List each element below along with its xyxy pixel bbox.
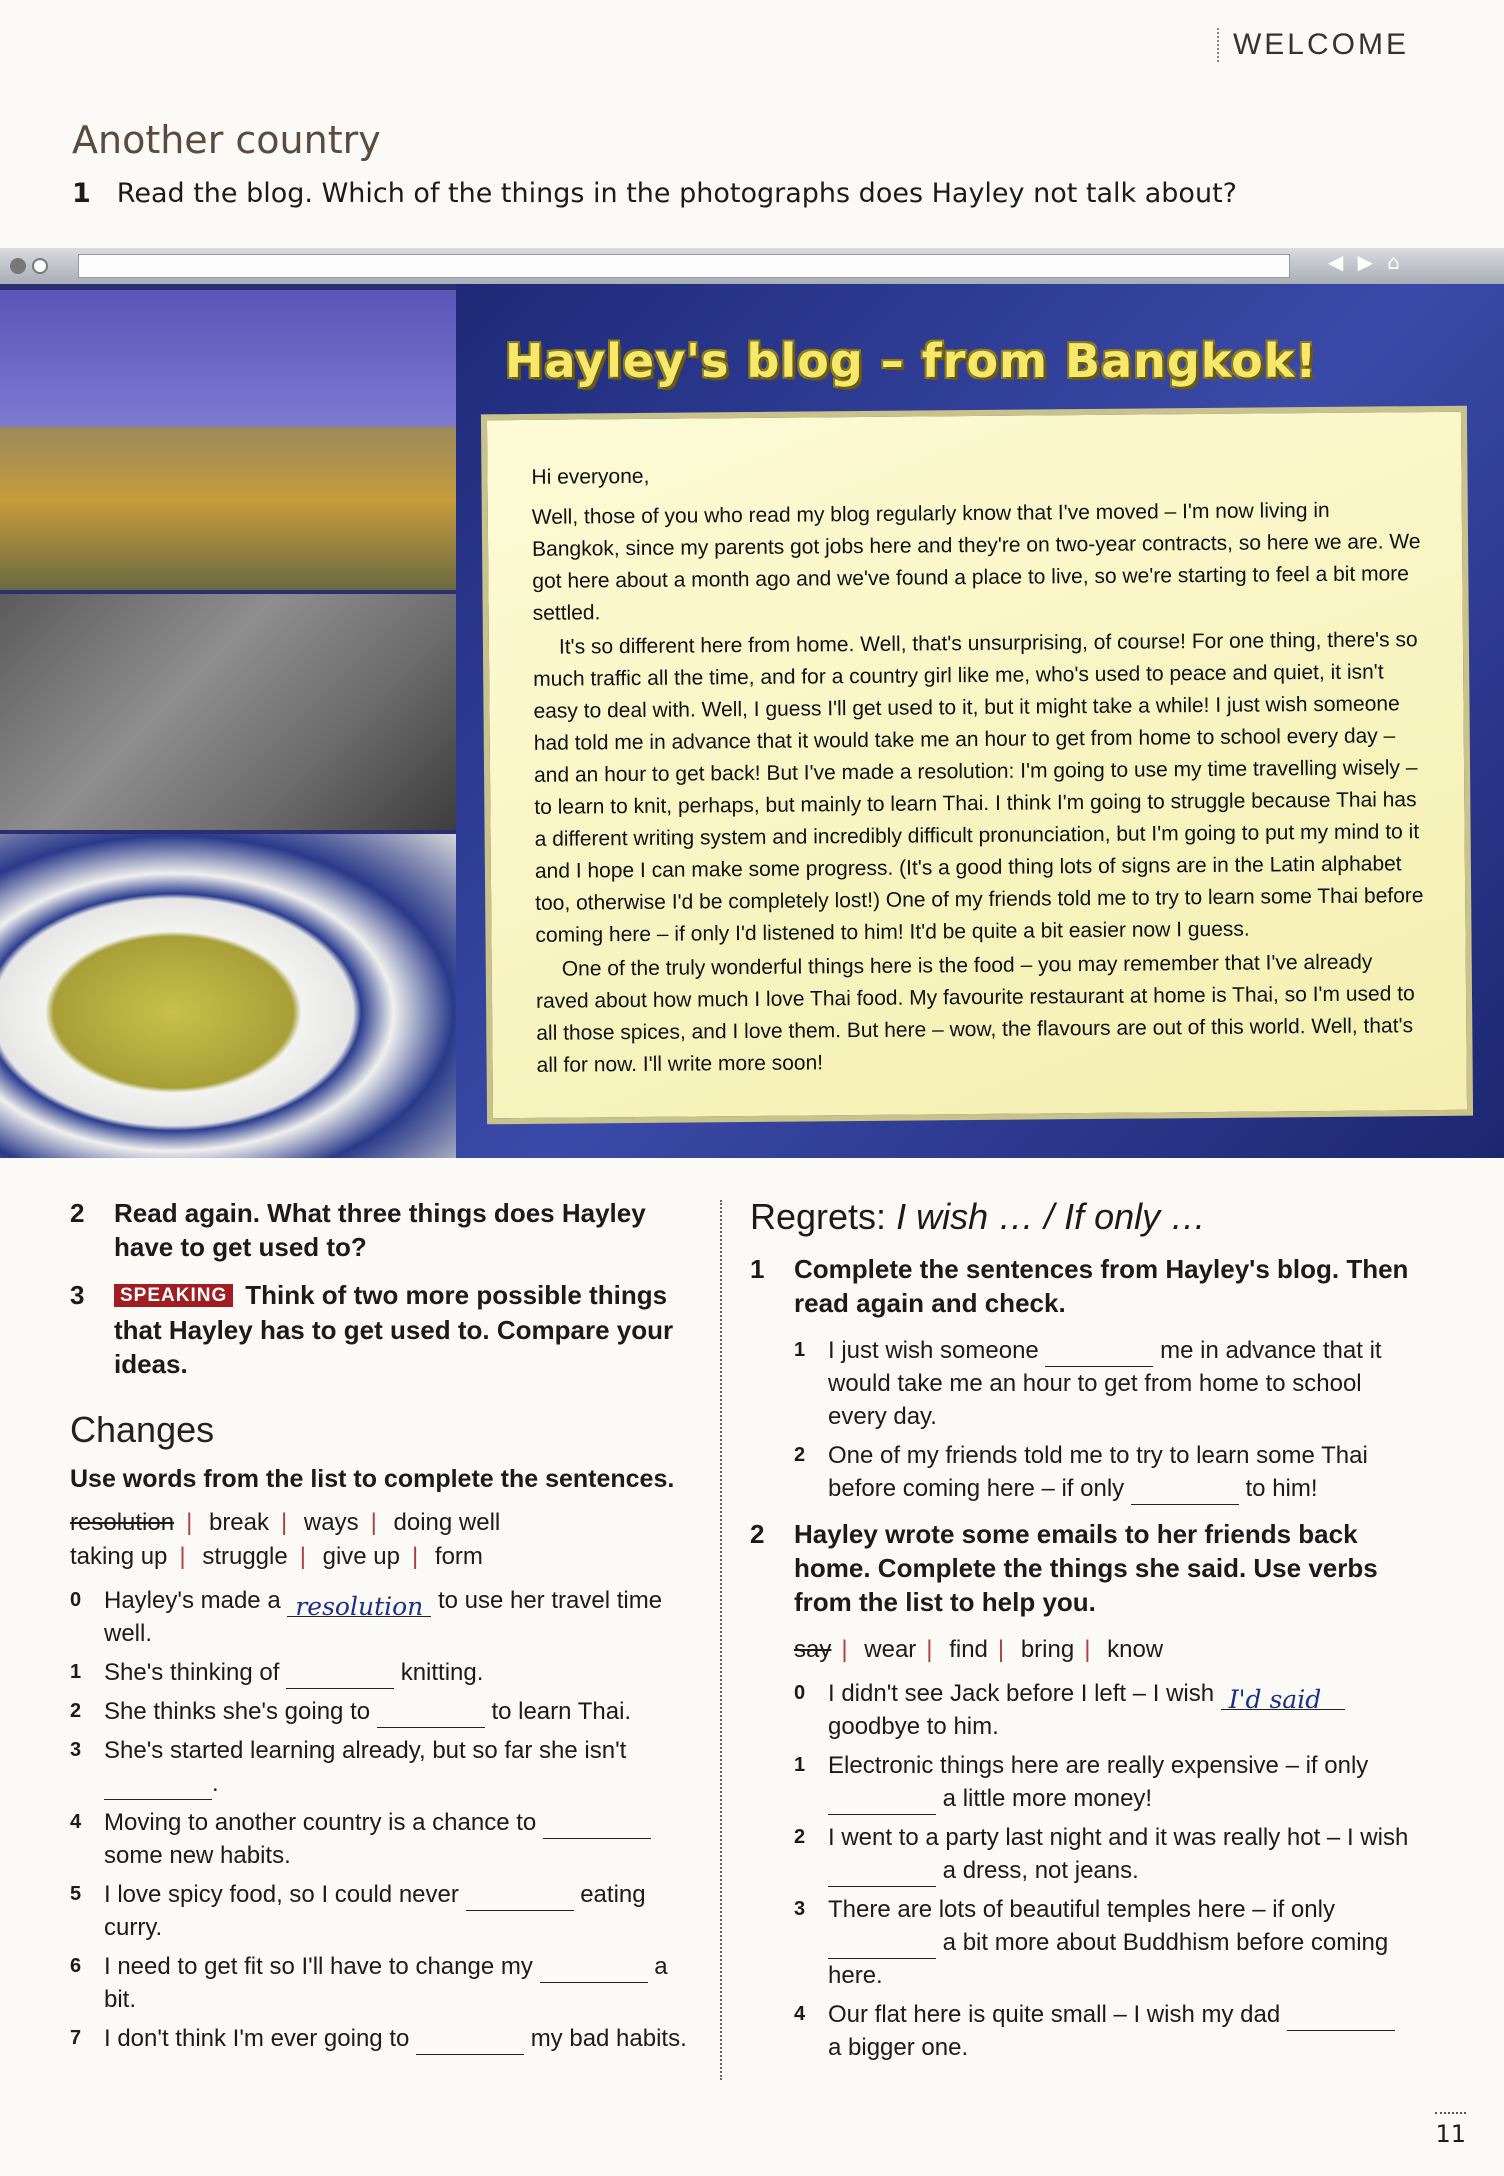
regrets-title-plain: Regrets: [750, 1196, 887, 1237]
item-text: I need to get fit so I'll have to change my [104, 1953, 533, 1980]
answer-blank[interactable] [1287, 2004, 1395, 2031]
exercise-item [70, 1656, 700, 1689]
blog-paragraph: One of the truly wonderful things here is the food – you may remember that I've already raved about how much I love Thai food. My favourite restaurant at home is Thai, so I'm used to all those spices, and I love them. But here – wow, the flavours are out of this world. Well, that's all for now. I'll write more soon! [535, 950, 1415, 1077]
question-text: Read again. What three things does Hayley have to get used to? [114, 1198, 646, 1262]
answer-blank[interactable] [104, 1773, 212, 1800]
question-number: 1 [72, 178, 91, 209]
regrets-title-italic: I wish … / If only … [896, 1196, 1207, 1237]
item-text: Moving to another country is a chance to [104, 1809, 537, 1836]
item-number: 2 [794, 1444, 806, 1466]
item-number: 3 [794, 1898, 806, 1920]
word-item: ways [303, 1509, 359, 1536]
regrets-q2-items [794, 1633, 1410, 2064]
item-text: to use her travel time well. [104, 1587, 663, 1647]
question-number: 1 [750, 1254, 765, 1284]
item-text: There are lots of beautiful temples here – if only [828, 1896, 1335, 1923]
traffic-photo [0, 594, 456, 830]
question-text: Complete the sentences from Hayley's blog. Then read again and check. [794, 1254, 1409, 1318]
exercise-item [794, 1677, 1410, 1743]
exercise-item [70, 2022, 700, 2055]
word-item: doing well [393, 1509, 501, 1536]
item-text: She's started learning already, but so far she isn't [104, 1737, 627, 1764]
item-number: 4 [794, 2003, 806, 2025]
answer-blank[interactable] [466, 1884, 574, 1911]
word-item: resolution [70, 1509, 175, 1536]
item-text: Electronic things here are really expensive – if only [828, 1752, 1369, 1779]
regrets-title [750, 1196, 1410, 1238]
item-number: 1 [794, 1754, 806, 1776]
speaking-badge: SPEAKING [114, 1284, 233, 1307]
right-column [750, 1196, 1410, 2076]
word-item: give up [322, 1543, 400, 1570]
item-text: a bit more about Buddhism before coming here. [828, 1929, 1389, 1989]
question-number: 3 [70, 1280, 85, 1310]
answer-blank[interactable]: resolution [287, 1590, 431, 1617]
close-icon[interactable] [32, 258, 48, 274]
page-number: 11 [1435, 2112, 1466, 2148]
item-number: 5 [70, 1883, 82, 1905]
exercise-item [794, 1439, 1410, 1505]
changes-title: Changes [70, 1409, 215, 1450]
word-item: form [434, 1543, 483, 1570]
question-1 [72, 178, 1237, 209]
exercise-item [70, 1950, 700, 2016]
verb-item: find [949, 1636, 988, 1663]
exercise-item [794, 1998, 1410, 2064]
exercise-item [794, 1821, 1410, 1887]
exercise-item [794, 1749, 1410, 1815]
verb-item: bring [1020, 1636, 1075, 1663]
food-photo [0, 834, 456, 1158]
section-title: Another country [72, 118, 381, 162]
blog-paragraph: It's so different here from home. Well, that's unsurprising, of course! For one thing, there's so much traffic all the time, and for a country girl like me, who's used to peace and quiet, it isn't easy to deal with. Well, I guess I'll get used to it, but it might take a while! I just wish someone had told me in advance that it would take me an hour to get from home to school every day – and an hour to get back! But I've made a resolution: I'm going to use my time travelling wisely – to learn to knit, perhaps, but mainly to learn Thai. I think I'm going to struggle because Thai has a different writing system and incredibly difficult pronunciation, but I'm going to put my mind to it and I hope I can make some progress. (It's a good thing lots of signs are in the Latin alphabet too, otherwise I'd be completely lost!) One of my friends told me to try to learn some Thai before coming here – if only I'd listened to him! It'd be quite a bit easier now I guess. [533, 628, 1424, 947]
exercise-item [70, 1806, 700, 1872]
answer-blank[interactable] [416, 2028, 524, 2055]
answer-blank[interactable]: I'd said [1221, 1683, 1345, 1710]
question-3 [70, 1278, 700, 1381]
item-number: 6 [70, 1955, 82, 1977]
item-text: She's thinking of [104, 1659, 280, 1686]
verb-item: say [794, 1636, 832, 1663]
temple-photo [0, 290, 456, 590]
item-text: goodbye to him. [828, 1713, 999, 1740]
item-text: some new habits. [104, 1842, 291, 1869]
word-item: taking up [70, 1543, 168, 1570]
regrets-question-1 [750, 1252, 1410, 1320]
item-number: 0 [794, 1682, 806, 1704]
left-column [70, 1196, 700, 2061]
item-text: a bit. [104, 1953, 668, 2013]
browser-button-icon[interactable] [10, 258, 26, 274]
changes-instruction: Use words from the list to complete the sentences. [70, 1465, 675, 1493]
exercise-item [794, 1893, 1410, 1992]
item-text: . [212, 1770, 219, 1797]
item-text: Hayley's made a [104, 1587, 281, 1614]
item-text: I went to a party last night and it was really hot – I wish [828, 1824, 1409, 1851]
answer-blank[interactable] [828, 1788, 936, 1815]
verb-list: say | wear | find | bring | know [794, 1636, 1164, 1663]
item-text: I love spicy food, so I could never [104, 1881, 459, 1908]
item-text: Our flat here is quite small – I wish my dad [828, 2001, 1281, 2028]
answer-blank[interactable] [540, 1956, 648, 1983]
browser-nav-icons[interactable]: ◀ ▶ ⌂ [1327, 250, 1404, 274]
exercise-item [70, 1734, 700, 1800]
exercise-item [794, 1334, 1410, 1433]
item-text: She thinks she's going to [104, 1698, 371, 1725]
blog-paragraph: Well, those of you who read my blog regularly know that I've moved – I'm now living in Bangkok, since my parents got jobs here and they're on two-year contracts, so here we are. We got here about a month ago and we've found a place to live, so we're starting to feel a bit more settled. [531, 498, 1421, 625]
verb-item: wear [864, 1636, 917, 1663]
item-number: 2 [794, 1826, 806, 1848]
item-text: I just wish someone [828, 1337, 1039, 1364]
question-text: Read the blog. Which of the things in the photographs does Hayley not talk about? [116, 178, 1237, 209]
item-text: a dress, not jeans. [942, 1857, 1139, 1884]
question-number: 2 [750, 1519, 765, 1549]
section-header: WELCOME [1217, 28, 1409, 62]
item-number: 0 [70, 1589, 82, 1611]
item-number: 1 [70, 1661, 82, 1683]
word-item: break [208, 1509, 270, 1536]
regrets-q1-items [794, 1334, 1410, 1505]
answer-blank[interactable] [543, 1812, 651, 1839]
item-number: 4 [70, 1811, 82, 1833]
question-2 [70, 1196, 700, 1264]
item-text: to learn Thai. [491, 1698, 632, 1725]
question-number: 2 [70, 1198, 85, 1228]
item-text: me in advance that it would take me an hour to get from home to school every day. [828, 1337, 1382, 1430]
word-item: struggle [202, 1543, 288, 1570]
word-list: resolution | break | ways | doing well taking up | struggle | give up | form [70, 1509, 501, 1570]
item-text: a bigger one. [828, 2034, 969, 2061]
address-bar[interactable] [78, 254, 1290, 278]
question-text: Think of two more possible things that Hayley has to get used to. Compare your ideas. [114, 1280, 674, 1379]
exercise-item [70, 1878, 700, 1944]
item-text: to him! [1245, 1475, 1318, 1502]
blog-greeting: Hi everyone, [531, 464, 650, 489]
item-text: my bad habits. [530, 2025, 687, 2052]
item-text: eating curry. [104, 1881, 646, 1941]
photo-column [0, 290, 456, 1158]
verb-item: know [1107, 1636, 1164, 1663]
item-text: I don't think I'm ever going to [104, 2025, 410, 2052]
blog-title: Hayley's blog – from Bangkok! [505, 334, 1318, 388]
question-text: Hayley wrote some emails to her friends back home. Complete the things she said. Use verbs from the list to help you. [794, 1519, 1378, 1617]
answer-blank[interactable] [828, 1932, 936, 1959]
item-text: One of my friends told me to try to learn some Thai before coming here – if only [828, 1442, 1368, 1502]
answer-blank[interactable] [1045, 1340, 1153, 1367]
item-number: 7 [70, 2027, 82, 2049]
item-text: a little more money! [942, 1785, 1153, 1812]
regrets-question-2 [750, 1517, 1410, 1619]
item-number: 3 [70, 1739, 82, 1761]
blog-post [481, 406, 1473, 1125]
item-number: 1 [794, 1339, 806, 1361]
answer-blank[interactable] [377, 1701, 485, 1728]
exercise-item [70, 1695, 700, 1728]
item-number: 2 [70, 1700, 82, 1722]
answer-blank[interactable] [286, 1662, 394, 1689]
item-text: I didn't see Jack before I left – I wish [828, 1680, 1215, 1707]
exercise-item [70, 1584, 700, 1650]
answer-blank[interactable] [828, 1860, 936, 1887]
item-text: knitting. [400, 1659, 484, 1686]
column-divider [720, 1200, 722, 2080]
answer-blank[interactable] [1131, 1478, 1239, 1505]
